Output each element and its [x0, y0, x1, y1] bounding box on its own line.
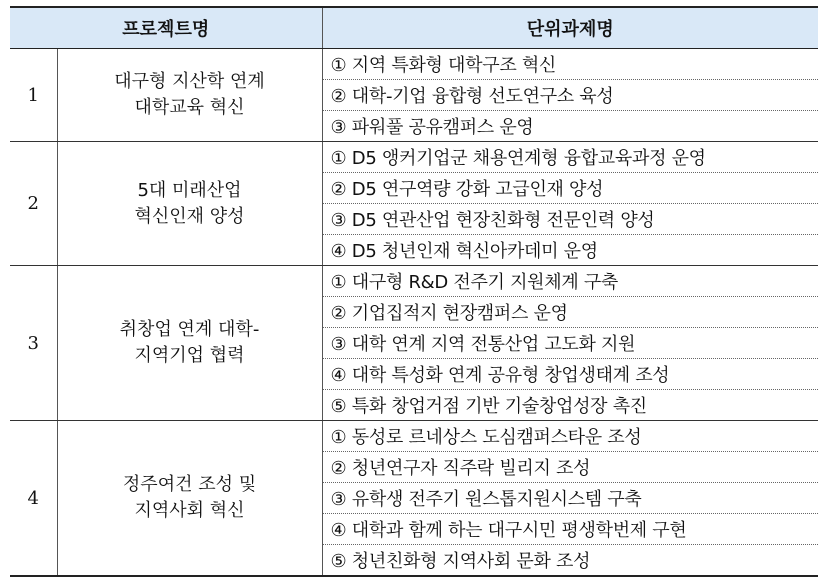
- table-row: [10, 421, 818, 452]
- project-name-header: 프로젝트명: [10, 7, 322, 49]
- project-name-line: 지역사회 혁신: [134, 500, 245, 521]
- task-label: ① 동성로 르네상스 도심캠퍼스타운 조성: [330, 427, 642, 448]
- task-cell: [322, 235, 818, 266]
- task-label: ③ 유학생 전주기 원스톱지원시스템 구축: [330, 489, 642, 510]
- task-cell: [322, 111, 818, 142]
- task-label: ③ 대학 연계 지역 전통산업 고도화 지원: [330, 334, 636, 355]
- task-label: ③ 파워풀 공유캠퍼스 운영: [330, 117, 534, 138]
- task-label: ① D5 앵커기업군 채용연계형 융합교육과정 운영: [330, 148, 706, 169]
- task-cell: [322, 49, 818, 80]
- table-header-row: [10, 7, 818, 49]
- task-cell: [322, 297, 818, 328]
- task-cell: [322, 266, 818, 297]
- table-row: [10, 266, 818, 297]
- project-name-line: 대학교육 혁신: [134, 97, 245, 118]
- project-name-line: 대구형 지산학 연계: [114, 71, 265, 92]
- task-cell: [322, 204, 818, 235]
- task-cell: [322, 421, 818, 452]
- task-name-header: 단위과제명: [322, 7, 818, 49]
- project-name-line: 5대 미래산업: [137, 179, 242, 201]
- task-label: ⑤ 청년친화형 지역사회 문화 조성: [330, 551, 591, 572]
- task-label: ② 기업집적지 현장캠퍼스 운영: [330, 303, 568, 324]
- task-label: ① 지역 특화형 대학구조 혁신: [330, 55, 557, 76]
- task-label: ② D5 연구역량 강화 고급인재 양성: [330, 179, 604, 200]
- task-cell: [322, 545, 818, 577]
- task-label: ④ 대학 특성화 연계 공유형 창업생태계 조성: [330, 365, 670, 386]
- project-table-container: [10, 6, 818, 577]
- project-number: 2: [10, 142, 57, 266]
- task-cell: [322, 142, 818, 173]
- project-name: [57, 142, 322, 266]
- task-label: ③ D5 연관산업 현장친화형 전문인력 양성: [330, 210, 655, 231]
- project-name: [57, 421, 322, 577]
- project-number: 1: [10, 49, 57, 142]
- task-cell: [322, 80, 818, 111]
- task-label: ② 대학-기업 융합형 선도연구소 육성: [330, 86, 614, 107]
- task-label: ⑤ 특화 창업거점 기반 기술창업성장 촉진: [330, 396, 647, 417]
- project-number: 4: [10, 421, 57, 577]
- project-name-line: 지역기업 협력: [134, 345, 245, 366]
- project-name-line: 취창업 연계 대학-: [119, 319, 260, 340]
- task-label: ② 청년연구자 직주락 빌리지 조성: [330, 458, 591, 479]
- task-cell: [322, 328, 818, 359]
- project-table: [10, 6, 818, 577]
- task-cell: [322, 390, 818, 421]
- task-cell: [322, 483, 818, 514]
- table-row: [10, 49, 818, 80]
- task-cell: [322, 514, 818, 545]
- project-number: 3: [10, 266, 57, 421]
- task-label: ④ 대학과 함께 하는 대구시민 평생학번제 구현: [330, 520, 687, 541]
- task-cell: [322, 452, 818, 483]
- project-name-line: 정주여건 조성 및: [122, 474, 257, 495]
- project-name: [57, 266, 322, 421]
- table-row: [10, 142, 818, 173]
- task-cell: [322, 173, 818, 204]
- task-label: ④ D5 청년인재 혁신아카데미 운영: [330, 241, 598, 262]
- project-name-line: 혁신인재 양성: [134, 205, 245, 227]
- task-cell: [322, 359, 818, 390]
- task-label: ① 대구형 R&D 전주기 지원체계 구축: [330, 272, 619, 293]
- project-name: [57, 49, 322, 142]
